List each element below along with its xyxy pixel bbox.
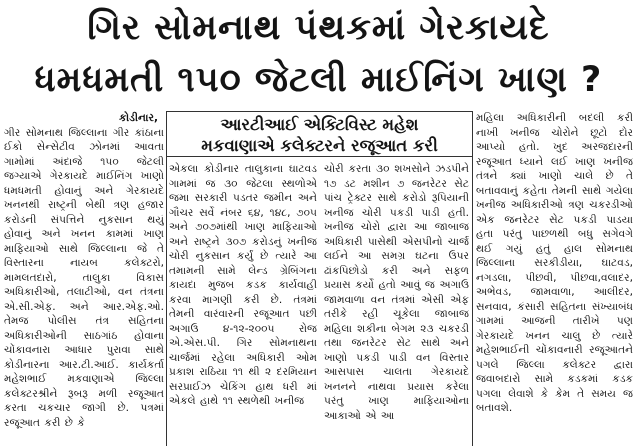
headline-line-2: ધમધમતી ૧૫૦ જેટલી માઈનિંગ ખાણ ? xyxy=(34,60,603,100)
article-column-2 xyxy=(169,162,317,446)
column-divider-left xyxy=(166,111,167,446)
article-column-2-text: એકલા કોડીનાર તાલુકાના ઘાટવડ ગામમાં જ ૩૦ જેટલા સ્થળોએ જમા સરકારી પડતર જમીન અને ગૌચર સર્વે નંબર ૬૪, ૧૪૮, ૭૦૫ અને ૭૦૭માંથી ખાણ માફિયાઓ અને રાષ્ટ્રને ૩૦૭ કરોડનું ખનીજ ચોરી નુકસાન કર્યું છે ત્યારે આ તમામની સામે લેન્ડ ગ્રેબિંગના કાયદા મુજબ કડક કાર્યવાહી કરવા માગણી કરી છે. તંત્રમાં તેમની વારંવારની રજૂઆત પછી અગાઉ ૪-૧૨-૨૦૦૫ રોજ એ.એસ.પી. ગિર સોમનાથના ચાર્જમાં રહેલા અધિકારી ઓમ પ્રકાશ રાઠિયા ૧૧ થી ૨ દરમિયાન સરપ્રાઈઝ ચેકિંગ હાથ ધરી માં એકલે હાથે ૧૧ સ્થળેથી ખનીજ xyxy=(169,163,317,407)
article-column-1 xyxy=(4,111,164,446)
dateline: કોડીનાર, xyxy=(119,112,158,124)
subheadline-line-1: આરટીઆઈ એક્ટિવિસ્ટ મહેશ xyxy=(220,115,419,134)
article-column-3-text: ચોરી કરતા ૩૦ શખસોને ઝડપીને ૧૭ ડટ મશીન ૭ જનરેટર સેટ પાંચ ટ્રેક્ટર સાથે કરોડો રૂપિયાની ખનીજ ચોરી પકડી પાડી હતી. ખનીજ ચોરો દ્વારા આ જાબાજ અધિકારી પાસેથી એસપીનો ચાર્જ લઈને આ સમગ્ર ઘટના ઉપર ઢાંકપિછોડો કરી અને સફળ પ્રયાસ કર્યો હતો આવું જ અગાઉ જામવાળા વન તંત્રમાં એસી એફ તરીકે રહી ચૂકેલા જાબાજ મહિલા શકીના બેગમ ૨૩ ચકરડી તથા જનરેટર સેટ સાથે અને ખાણો પકડી પાડી વન વિસ્તાર આસપાસ ચાલતા ગેરકાયદે ખનનને નાથવા પ્રયાસ કરેલા પરંતુ ખાણ માફિયાઓના આકાઓ એ આ xyxy=(324,163,469,422)
article-column-4 xyxy=(476,111,633,446)
subhead-top-rule xyxy=(167,111,472,112)
column-divider-right xyxy=(472,111,473,446)
subhead-bottom-rule xyxy=(167,156,472,157)
article-column-3 xyxy=(324,162,469,446)
article-column-4-text: મહિલા અધિકારીની બદલી કરી નાખી ખનીજ ચોરોને છૂટો દોર આપ્યો હતો. ખુદ અરજદારની રજૂઆત ધ્યાને લઈ ખાણ ખનીજ તંત્રને ક્યાં ખાણો ચાલે છે તે બતાવવાનું કહેતા તેમની સાથે ગયેલા ખનીજ અધિકારીઓ ત્રણ ચકરડીઓ એક જનરેટર સેટ પકડી પાડયા હતા પરંતુ પાછળથી બધુ સગેવગે થઈ ગયું હતું હાલ સોમનાથ જિલ્લાના સરકીડીયા, ઘાટવડ, નગડલા, પીછવી, પીછવા,વલાદર, અભેવડ, જામવાળા, આલીદર, સનવાવ, કંસારી સહિતના સંખ્યાબંધ ગામમાં આજની તારીખે પણ ગેરકાયદે ખનન ચાલુ છે ત્યારે મહેશભાઈની ચોંકાવનારી રજૂઆતને પગલે જિલ્લા કલેક્ટર દ્વારા જવાબદારો સામે કડકમાં કડક પગલા લેવાશે કે કેમ તે સમય જ બતાવશે. xyxy=(476,112,633,414)
article-column-1-text: ગીર સોમનાથ જિલ્લાના ગીર કાંઠાના ઈકો સેન્સેટીવ ઝોનમાં આવતા ગામોમાં અંદાજે ૧૫૦ જેટલી જગ્યાએ ગેરકાયદે માઈનિંગ ખાણો ધમધમતી હોવાનું અને ગેરકાયદે ખનનથી રાષ્ટ્રની બેથી ત્રણ હજાર કરોડની સંપત્તિને નુકસાન થયું હોવાનું અને ખનન કામમાં ખાણ માફિયાઓ સાથે જિલ્લાના જે તે વિસ્તારના નાયબ કલેક્ટરો, મામલતદારો, તાલુકા વિકાસ અધિકારીઓ, તલાટીઓ, વન તંત્રના એ.સી.એફ. અને આર.એફ.ઓ. તેમજ પોલીસ તંત્ર સહિતના અધિકારીઓની સાઠગાંઠ હોવાના ચોંકાવનારા આધાર પુરાવા સાથે કોડીનારના આર.ટી.આઈ. કાર્યકર્તા મહેશભાઈ મકવાણાએ જિલ્લા કલેક્ટરશ્રીને રૂબરૂ મળી રજૂઆત કરતા ચકચાર જાગી છે. પત્રમાં રજૂઆત કરી છે કે xyxy=(4,126,164,429)
subheadline-line-2: મકવાણાએ કલેક્ટરને રજૂઆત કરી xyxy=(201,136,438,155)
headline-line-1: ગિર સોમનાથ પંથકમાં ગેરકાયદે xyxy=(87,8,550,48)
